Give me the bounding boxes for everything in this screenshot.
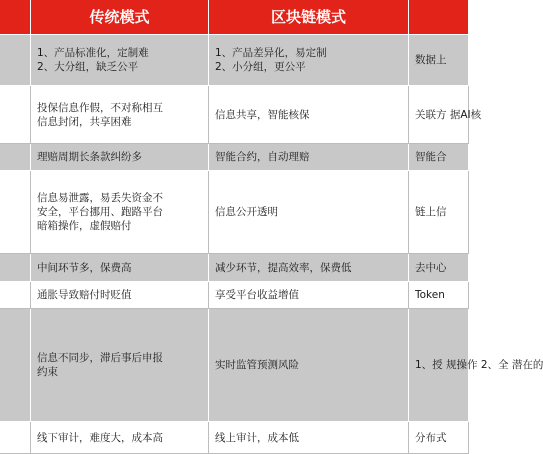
row-label: [0, 86, 31, 144]
traditional-cell: 通胀导致赔付时贬值: [31, 282, 209, 309]
traditional-cell: 线下审计，难度大，成本高: [31, 422, 209, 454]
header-traditional: 传统模式: [31, 0, 209, 35]
traditional-cell: 中间环节多，保费高: [31, 254, 209, 282]
blockchain-cell: 智能合约，自动理赔: [209, 144, 409, 171]
header-cell-0: [0, 0, 31, 35]
table-header-row: [0, 0, 454, 35]
blockchain-cell: 实时监管预测风险: [209, 309, 409, 422]
extra-cell: 链上信: [409, 171, 469, 254]
extra-cell: 数据上: [409, 35, 469, 86]
table-row: [0, 86, 482, 144]
extra-cell: 分布式: [409, 422, 469, 454]
blockchain-cell: 线上审计，成本低: [209, 422, 409, 454]
table-row: [0, 254, 454, 282]
table-row: [0, 422, 454, 454]
blockchain-cell: 信息共享，智能核保: [209, 86, 409, 144]
traditional-cell: 理赔周期长条款纠纷多: [31, 144, 209, 171]
extra-cell: 去中心: [409, 254, 469, 282]
blockchain-cell: 减少环节，提高效率，保费低: [209, 254, 409, 282]
row-label: [0, 254, 31, 282]
extra-cell: 1、授 规操作 2、全 潜在的: [409, 309, 469, 422]
blockchain-cell: 1、产品差异化，易定制 2、小分组，更公平: [209, 35, 409, 86]
table-row: [0, 309, 543, 422]
table-row: [0, 282, 454, 309]
traditional-cell: 信息不同步，滞后事后申报 约束: [31, 309, 209, 422]
extra-cell: Token: [409, 282, 469, 309]
header-blockchain: 区块链模式: [209, 0, 409, 35]
extra-cell: 智能合: [409, 144, 469, 171]
traditional-cell: 投保信息作假，不对称相互 信息封闭，共享困难: [31, 86, 209, 144]
table-row: [0, 35, 454, 86]
blockchain-cell: 享受平台收益增值: [209, 282, 409, 309]
header-cell-3: [409, 0, 469, 35]
row-label: [0, 422, 31, 454]
traditional-cell: 信息易泄露，易丢失资金不 安全，平台挪用、跑路平台 暗箱操作，虚假赔付: [31, 171, 209, 254]
blockchain-cell: 信息公开透明: [209, 171, 409, 254]
table-row: [0, 171, 454, 254]
row-label: [0, 35, 31, 86]
row-label: [0, 144, 31, 171]
extra-cell: 关联方 据AI核: [409, 86, 469, 144]
table-row: [0, 144, 454, 171]
row-label: [0, 171, 31, 254]
row-label: [0, 282, 31, 309]
traditional-cell: 1、产品标准化，定制难 2、大分组，缺乏公平: [31, 35, 209, 86]
row-label: [0, 309, 31, 422]
